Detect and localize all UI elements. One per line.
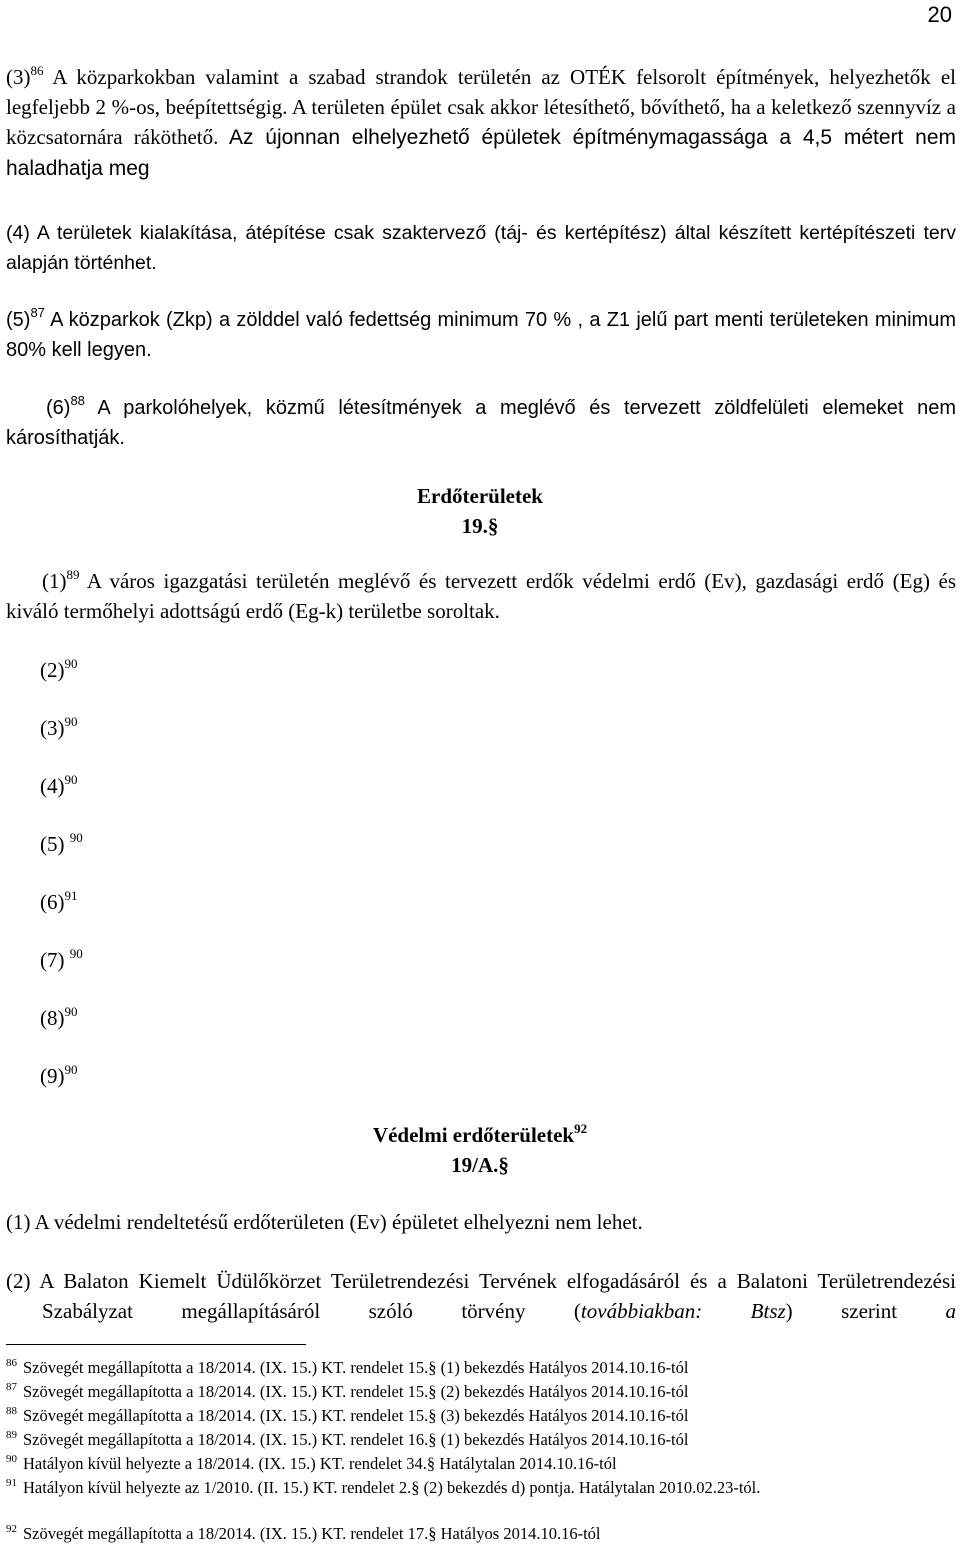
- item-number: (6): [40, 890, 65, 914]
- footnote-ref: 90: [64, 714, 78, 729]
- footnote-text: Szövegét megállapította a 18/2014. (IX. 15.) KT. rendelet 17.§ Hatályos 2014.10.16-tól: [23, 1524, 601, 1543]
- footnote: $^{86}$ Szövegét megállapította a 18/2014. (IX. 15.) KT. rendelet 15.§ (1) bekezdés Hatályos 2014.10.16-tól: [6, 1357, 689, 1377]
- footnote-ref: 90: [64, 772, 78, 787]
- repealed-item: [40, 655, 78, 685]
- section-19a-paragraph-1: (1) A védelmi rendeltetésű erdőterületen (Ev) épületet elhelyezni nem lehet.: [6, 1210, 643, 1234]
- paragraph-text: A közparkokban valamint a szabad strandok területén az OTÉK felsorolt építmények, helyezhetők el legfeljebb 2 %-os, beépítettségig. A területen épület csak akkor létesíthető, bővíthető, ha a keletkező szennyvíz a közcsatornára ráköthető.: [6, 65, 956, 149]
- item-number: (9): [40, 1064, 65, 1088]
- repealed-item: [40, 945, 83, 975]
- footnote-text: Szövegét megállapította a 18/2014. (IX. 15.) KT. rendelet 16.§ (1) bekezdés Hatályos 2014.10.16-tól: [23, 1430, 689, 1449]
- footnote-ref: 89: [66, 567, 80, 582]
- section-19a-paragraph-2: [6, 1266, 956, 1326]
- page-number: 20: [927, 2, 952, 27]
- footnote-text: Hatályon kívül helyezte az 1/2010. (II. 15.) KT. rendelet 2.§ (2) bekezdés d) pontja. Hatálytalan 2010.02.23-tól.: [23, 1478, 761, 1497]
- item-number: (4): [40, 774, 65, 798]
- paragraph-text: A város igazgatási területén meglévő és tervezett erdők védelmi erdő (Ev), gazdasági erdő (Eg) és kiváló termőhelyi adottságú erdő (Eg-k) területbe soroltak.: [6, 569, 956, 623]
- paragraph-6: [6, 393, 956, 453]
- repealed-item: [40, 1061, 78, 1091]
- footnote-ref: 90: [69, 830, 83, 845]
- section-number: 19/A.§: [451, 1153, 509, 1177]
- item-number: (3): [40, 716, 65, 740]
- footnote-ref: 90: [64, 1062, 78, 1077]
- footnote-text: Szövegét megállapította a 18/2014. (IX. 15.) KT. rendelet 15.§ (1) bekezdés Hatályos 2014.10.16-tól: [23, 1358, 689, 1377]
- footnote: $^{90}$ Hatályon kívül helyezte a 18/2014. (IX. 15.) KT. rendelet 34.§ Hatálytalan 2014.10.16-tól: [6, 1453, 617, 1473]
- item-number: (2): [40, 658, 65, 682]
- paragraph-number: (1): [42, 569, 67, 593]
- section-title-text: Védelmi erdőterületek: [372, 1123, 575, 1147]
- paragraph-number: (5): [6, 309, 31, 331]
- paragraph-text: A közparkok (Zkp) a zölddel való fedettség minimum 70 % , a Z1 jelű part menti területeken minimum 80% kell legyen.: [6, 309, 956, 361]
- section-title: Erdőterületek: [417, 484, 543, 508]
- repealed-item: [40, 771, 78, 801]
- paragraph-4: [6, 218, 956, 278]
- paragraph-text-continued: Az újonnan elhelyezhető épületek építménymagassága a 4,5 métert nem haladhatja meg: [6, 126, 956, 180]
- repealed-item: [40, 1003, 78, 1033]
- footnote-ref: 87: [30, 305, 45, 320]
- paragraph-text: ) szerint: [785, 1299, 946, 1323]
- section-19-paragraph-1: [6, 566, 956, 626]
- footnote-separator: [6, 1344, 306, 1345]
- paragraph-text: A parkolóhelyek, közmű létesítmények a meglévő és tervezett zöldfelületi elemeket nem károsíthatják.: [6, 397, 956, 449]
- footnote-ref: 90: [64, 656, 78, 671]
- item-number: (7): [40, 948, 70, 972]
- footnote-text: Szövegét megállapította a 18/2014. (IX. 15.) KT. rendelet 15.§ (3) bekezdés Hatályos 2014.10.16-tól: [23, 1406, 689, 1425]
- footnote: $^{92}$ Szövegét megállapította a 18/2014. (IX. 15.) KT. rendelet 17.§ Hatályos 2014.10.16-tól: [6, 1523, 601, 1543]
- paragraph-5: [6, 305, 956, 365]
- item-number: (8): [40, 1006, 65, 1030]
- section-number: 19.§: [461, 514, 499, 538]
- section-title: [0, 1120, 960, 1150]
- footnote-ref: 91: [64, 888, 78, 903]
- repealed-item: [40, 829, 83, 859]
- footnote: $^{87}$ Szövegét megállapította a 18/2014. (IX. 15.) KT. rendelet 15.§ (2) bekezdés Hatályos 2014.10.16-tól: [6, 1381, 689, 1401]
- paragraph-text: (2) A Balaton Kiemelt Üdülőkörzet Területrendezési Tervének elfogadásáról és a Balatoni Területrendezési Szabályzat megállapításáról szóló törvény (: [6, 1269, 956, 1323]
- footnote: $^{88}$ Szövegét megállapította a 18/2014. (IX. 15.) KT. rendelet 15.§ (3) bekezdés Hatályos 2014.10.16-tól: [6, 1405, 689, 1425]
- footnote-ref: 92: [574, 1121, 588, 1136]
- footnote: $^{91}$ Hatályon kívül helyezte az 1/2010. (II. 15.) KT. rendelet 2.§ (2) bekezdés d) pontja. Hatálytalan 2010.02.23-tól.: [6, 1477, 761, 1497]
- repealed-item: [40, 713, 78, 743]
- paragraph-italic-text: továbbiakban: Btsz: [580, 1299, 786, 1323]
- footnote-ref: 90: [64, 1004, 78, 1019]
- footnote: $^{89}$ Szövegét megállapította a 18/2014. (IX. 15.) KT. rendelet 16.§ (1) bekezdés Hatályos 2014.10.16-tól: [6, 1429, 689, 1449]
- paragraph-italic-text: a: [945, 1299, 956, 1323]
- item-number: (5): [40, 832, 70, 856]
- footnote-text: Szövegét megállapította a 18/2014. (IX. 15.) KT. rendelet 15.§ (2) bekezdés Hatályos 2014.10.16-tól: [23, 1382, 689, 1401]
- footnote-ref: 90: [69, 946, 83, 961]
- paragraph-number: (6): [46, 397, 71, 419]
- footnote-text: Hatályon kívül helyezte a 18/2014. (IX. 15.) KT. rendelet 34.§ Hatálytalan 2014.10.16-tól: [23, 1454, 617, 1473]
- paragraph-3: [6, 62, 956, 184]
- footnote-ref: 86: [30, 63, 44, 78]
- paragraph-number: (3): [6, 65, 31, 89]
- paragraph-text: (4) A területek kialakítása, átépítése csak szaktervező (táj- és kertépítész) által készített kertépítészeti terv alapján történhet.: [6, 222, 956, 274]
- repealed-item: [40, 887, 78, 917]
- footnote-ref: 88: [70, 393, 85, 408]
